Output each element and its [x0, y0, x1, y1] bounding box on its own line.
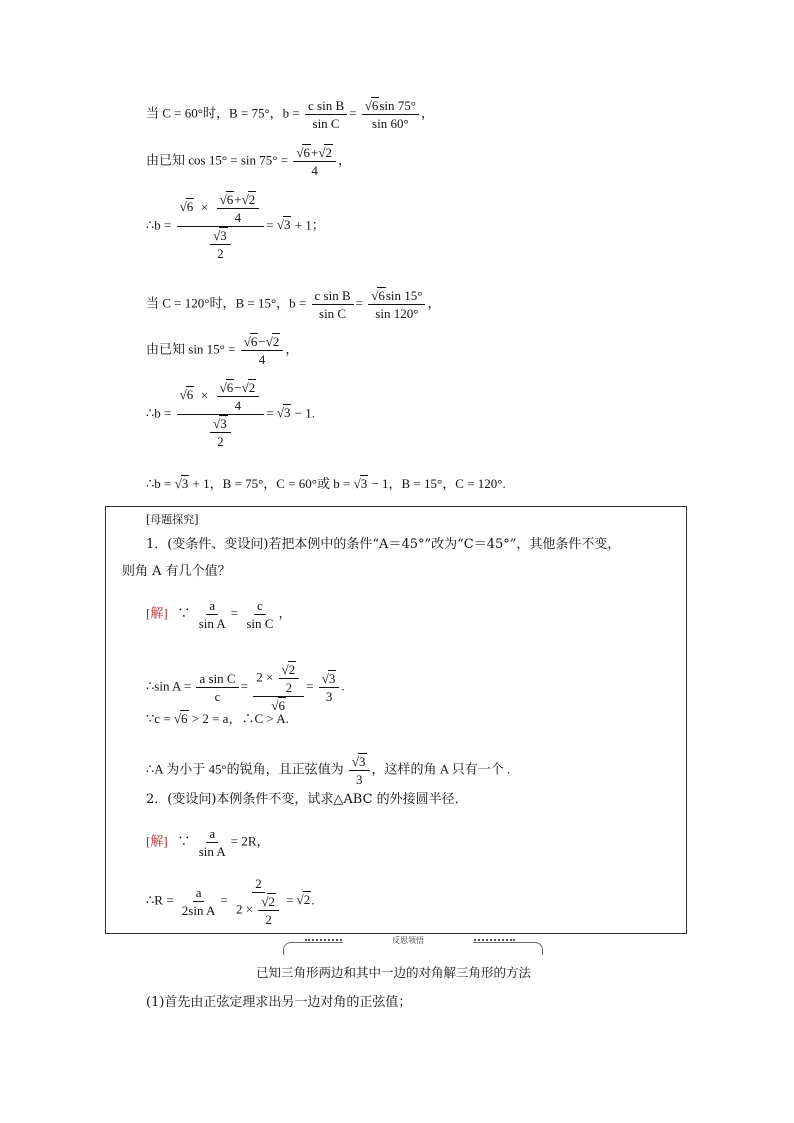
known1-equation: cos 15° = sin 75° = [188, 152, 289, 168]
known2-equation: sin 15° = [188, 341, 236, 357]
case1-fraction-1 [305, 98, 347, 131]
fraction-denominator: sin 60° [372, 116, 409, 131]
case1-line: 当 C = 60°时，B = 75°，b = $\frac{\text{c sin B}}{\text{sin C}}$ = $\frac{√6\sin 75^\circ}{\sin 60^\circ}$ ， [146, 98, 434, 131]
b1-result: √3 [276, 217, 291, 233]
question-1-line-1: 1．(变条件、变设问)若把本例中的条件“A＝45°”改为“C＝45°”，其他条件不变， [146, 537, 621, 552]
known1-fraction: $\frac{√6+√2}{4}$ [293, 145, 336, 178]
case2-fraction-2: $\frac{√6\sin 15^\circ}{\sin 120^\circ}$ [368, 288, 425, 321]
b1-line: ∴b = √6 × $\frac{√6+√2}{4}$ $\frac{√3}{2}$ = √3 + 1； [146, 192, 325, 261]
b1-lhs: ∴b = [146, 217, 172, 233]
case1-fraction-2 [362, 98, 419, 131]
answer-label: [解] [146, 605, 168, 621]
b2-line: ∴b = √6 × $\frac{√6-√2}{4}$ $\frac{√3}{2}$ = √3 − 1. [146, 380, 316, 449]
case1-intro: 当 [146, 105, 160, 121]
known2-fraction: $\frac{√6-√2}{4}$ [241, 334, 284, 367]
known2-line: 由已知 sin 15° = $\frac{√6-√2}{4}$ ， [146, 334, 299, 367]
b2-result: √3 [276, 405, 291, 421]
fraction-denominator: sin C [312, 116, 340, 131]
fraction-numerator: √6sin 75° [362, 98, 419, 115]
reflection-heading: 已知三角形两边和其中一边的对角解三角形的方法 [256, 965, 532, 980]
known2-prefix: 由已知 [146, 341, 186, 357]
known1-line: 由已知 cos 15° = sin 75° = $\frac{√6+√2}{4}$ ， [146, 145, 351, 178]
b1-complex-fraction: √6 × $\frac{√6+√2}{4}$ $\frac{√3}{2}$ [177, 192, 265, 261]
divider-dots-right [471, 939, 515, 945]
reflection-divider [283, 936, 543, 954]
answer-1-step-4: ∴A 为小于 45°的锐角，且正弦值为 $\frac{√3}{3}$ ，这样的角 A 只有一个 . [146, 754, 511, 787]
answer-2-step-2: ∴R = $\frac{a}{\text{2sin A}}$ = 2 2 × $\frac{√2}{2}$ = √2. [146, 876, 315, 927]
case2-fraction-1: $\frac{\text{c sin B}}{\text{sin C}}$ [312, 288, 354, 321]
answer-1-step-1: [解] ∵ $\frac{a}{\text{sin A}}$ = $\frac{c}{\text{sin C}}$ ， [146, 598, 292, 631]
fraction-numerator: c sin B [305, 98, 347, 115]
case1-condition: C = 60°时，B = 75°，b = [162, 105, 300, 121]
answer-1-step-2: ∴sin A = $\frac{\text{a sin C}}{c}$ = 2 × $\frac{√2}{2}$ √6 = $\frac{√3}{3}$ . [146, 662, 345, 713]
case2-condition: C = 120°时，B = 15°，b = [162, 295, 307, 311]
case2-intro: 当 [146, 295, 160, 311]
answer-2-step-1: [解] ∵ $\frac{a}{\text{sin A}}$ = 2R， [146, 826, 270, 859]
question-2: 2．(变设问)本例条件不变，试求△ABC 的外接圆半径． [146, 792, 468, 807]
conclusion-line: ∴b = √3 + 1，B = 75°，C = 60°或 b = √3 − 1，B = 15°，C = 120°. [146, 476, 506, 491]
answer-1-step-3: ∵c = √6 > 2 = a，∴C > A. [146, 711, 289, 726]
reflection-step-1: (1)首先由正弦定理求出另一边对角的正弦值； [146, 995, 412, 1010]
box-tag: [母题探究] [146, 513, 199, 526]
answer-label: [解] [146, 833, 168, 849]
sqrt: √6 [364, 98, 379, 113]
reflection-label: 反思领悟 [343, 936, 473, 946]
known1-prefix: 由已知 [146, 152, 186, 168]
b2-lhs: ∴b = [146, 405, 172, 421]
b2-complex-fraction: √6 × $\frac{√6-√2}{4}$ $\frac{√3}{2}$ [177, 380, 265, 449]
case2-line: 当 C = 120°时，B = 15°，b = $\frac{\text{c sin B}}{\text{sin C}}$ = $\frac{√6\sin 15^\circ}{\sin 120^\circ}$ ， [146, 288, 441, 321]
question-1-line-2: 则角 A 有几个值？ [122, 564, 231, 579]
